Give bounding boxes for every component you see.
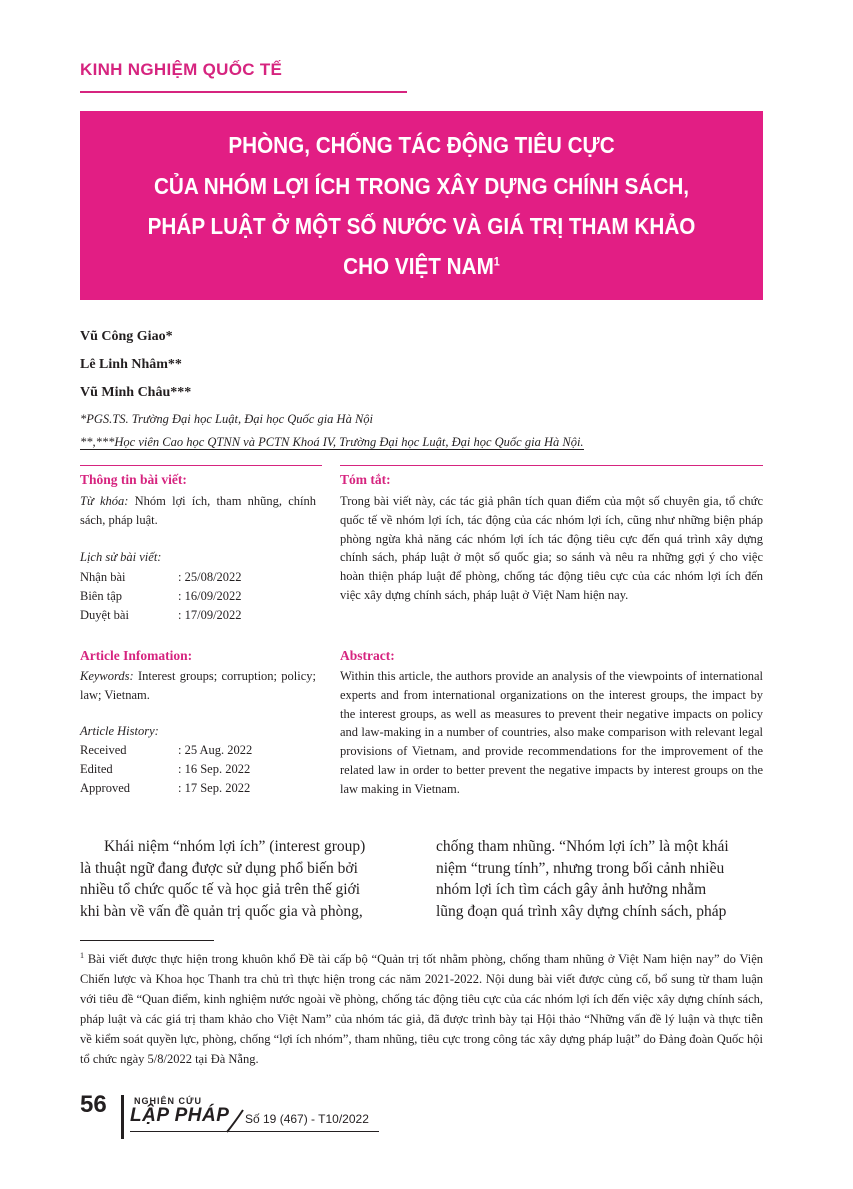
keywords-vi: [80, 492, 316, 529]
info-heading-vi: Thông tin bài viết:: [80, 472, 187, 487]
issue-info: Số 19 (467) - T10/2022: [245, 1112, 369, 1126]
history-vi-2-label: Duyệt bài: [80, 608, 129, 622]
title-line-4: [114, 253, 729, 280]
body-left-line-2: là thuật ngữ đang được sử dụng phổ biến bởi: [80, 859, 358, 877]
abstract-text-vi: Trong bài viết này, các tác giả phân tích quan điểm của một số chuyên gia, tổ chức quốc tế về nhóm lợi ích, tác động của các nhóm lợi ích, cũng như những biện pháp phòng ngừa khả năng các nhóm lợi ích tác động tiêu cực đến quá trình xây dựng chính sách, pháp luật ở một số quốc gia; so sánh và nêu ra những gợi ý cho việc hoàn thiện pháp luật để phòng, chống tác động tiêu cực của các nhóm lợi ích đến việc xây dựng chính sách, pháp luật ở Việt Nam hiện nay.: [340, 494, 763, 602]
affiliation-2: [80, 435, 584, 450]
title-line-3: PHÁP LUẬT Ở MỘT SỐ NƯỚC VÀ GIÁ TRỊ THAM KHẢO: [147, 213, 696, 239]
history-en-1-label: Edited: [80, 762, 113, 776]
abstract-heading-en: Abstract:: [340, 648, 395, 663]
history-vi-0-value: : 25/08/2022: [178, 570, 242, 584]
keywords-text-vi: Nhóm lợi ích, tham nhũng, chính sách, pháp luật.: [80, 494, 316, 527]
magazine-name-top: NGHIÊN CỨU: [134, 1096, 202, 1106]
section-divider: [80, 91, 407, 93]
keywords-label-en: Keywords:: [80, 669, 134, 683]
body-column-left: [80, 836, 410, 923]
keywords-label-vi: Từ khóa:: [80, 494, 129, 508]
info-rule-vi: [80, 465, 322, 466]
section-label: KINH NGHIỆM QUỐC TẾ: [80, 60, 283, 79]
body-left-line-4: khi bàn về vấn đề quản trị quốc gia và phòng,: [80, 903, 363, 921]
title-line-1: PHÒNG, CHỐNG TÁC ĐỘNG TIÊU CỰC: [228, 132, 615, 158]
body-left-line-1: Khái niệm “nhóm lợi ích” (interest group): [104, 838, 366, 855]
author-3: Vũ Minh Châu***: [80, 385, 192, 400]
magazine-name: LẬP PHÁP: [130, 1105, 230, 1126]
history-en-2-label: Approved: [80, 781, 130, 795]
page-number: 56: [80, 1091, 107, 1118]
title-line-2: CỦA NHÓM LỢI ÍCH TRONG XÂY DỰNG CHÍNH SÁCH,: [153, 173, 690, 199]
keywords-text-en: Interest groups; corruption; policy; law; Vietnam.: [80, 669, 316, 702]
affiliation-1: *PGS.TS. Trường Đại học Luật, Đại học Quốc gia Hà Nội: [80, 412, 374, 426]
abstract-rule-vi: [340, 465, 763, 466]
body-right-line-4: lũng đoạn quá trình xây dựng chính sách, pháp: [436, 903, 727, 921]
footnote-divider: [80, 940, 214, 941]
issue-underline: [130, 1131, 379, 1132]
title-footnote-mark: 1: [493, 254, 500, 269]
history-en-1-value: : 16 Sep. 2022: [178, 762, 251, 776]
affiliation-2-text: **,***Học viên Cao học QTNN và PCTN Khoá IV, Trường Đại học Luật, Đại học Quốc gia Hà Nội.: [80, 435, 584, 449]
title-line-4-text: CHO VIỆT NAM: [343, 253, 494, 279]
footnote: [80, 946, 763, 1069]
abstract-heading-vi: Tóm tắt:: [340, 472, 391, 487]
history-en-2-value: : 17 Sep. 2022: [178, 781, 251, 795]
body-left-line-3: nhiều tổ chức quốc tế và học giả trên thế giới: [80, 881, 361, 899]
footnote-mark: 1: [80, 951, 84, 960]
history-label-vi: Lịch sử bài viết:: [80, 550, 162, 564]
keywords-en: [80, 667, 316, 704]
history-vi-0-label: Nhận bài: [80, 570, 126, 584]
author-1: Vũ Công Giao*: [80, 329, 173, 344]
body-right-line-2: niệm “trung tính”, nhưng trong bối cảnh nhiều: [436, 859, 725, 877]
footnote-text: Bài viết được thực hiện trong khuôn khổ Đề tài cấp bộ “Quản trị tốt nhằm phòng, chống tham nhũng ở Việt Nam hiện nay” do Viện Chiến lược và Khoa học Thanh tra chủ trì thực hiện trong các năm 2021-2022. Nội dung bài viết được củng cố, bổ sung từ tham luận với tiêu đề “Quan điểm, kinh nghiệm nước ngoài về phòng, chống tác động tiêu cực của các nhóm lợi ích đến việc xây dựng chính sách, pháp luật và các giá trị tham khảo cho Việt Nam” của nhóm tác giả, đã được trình bày tại Hội thảo “Những vấn đề lý luận và thực tiễn về kiểm soát quyền lực, phòng, chống “lợi ích nhóm”, tham nhũng, tiêu cực trong công tác xây dựng pháp luật” do Đảng đoàn Quốc hội tổ chức ngày 5/8/2022 tại Đà Nẵng.: [80, 952, 764, 1067]
history-label-en: Article History:: [80, 724, 159, 738]
body-column-right: [436, 836, 763, 923]
history-vi-2-value: : 17/09/2022: [178, 608, 242, 622]
history-vi-1-value: : 16/09/2022: [178, 589, 242, 603]
footer-bar: [121, 1095, 124, 1139]
abstract-text-en: Within this article, the authors provide an analysis of the viewpoints of international experts and from international organizations on the interest groups, the impact by the interest groups, as well as measures to prevent their negative impacts on policy and law-making in a number of countries, also make comparison with relevant legal provisions of Vietnam, and provide recommendations for the improvement of the related law in order to better prevent the negative impacts by interest groups on the law making in Vietnam.: [340, 669, 763, 796]
history-en-0-label: Received: [80, 743, 127, 757]
title-banner: [80, 111, 763, 300]
info-heading-en: Article Infomation:: [80, 648, 193, 663]
body-right-line-1: chống tham nhũng. “Nhóm lợi ích” là một khái: [436, 838, 729, 855]
history-en-0-value: : 25 Aug. 2022: [178, 743, 253, 757]
history-vi-1-label: Biên tập: [80, 589, 123, 603]
body-right-line-3: nhóm lợi ích tìm cách gây ảnh hưởng nhằm: [436, 881, 707, 899]
author-2: Lê Linh Nhâm**: [80, 357, 182, 372]
